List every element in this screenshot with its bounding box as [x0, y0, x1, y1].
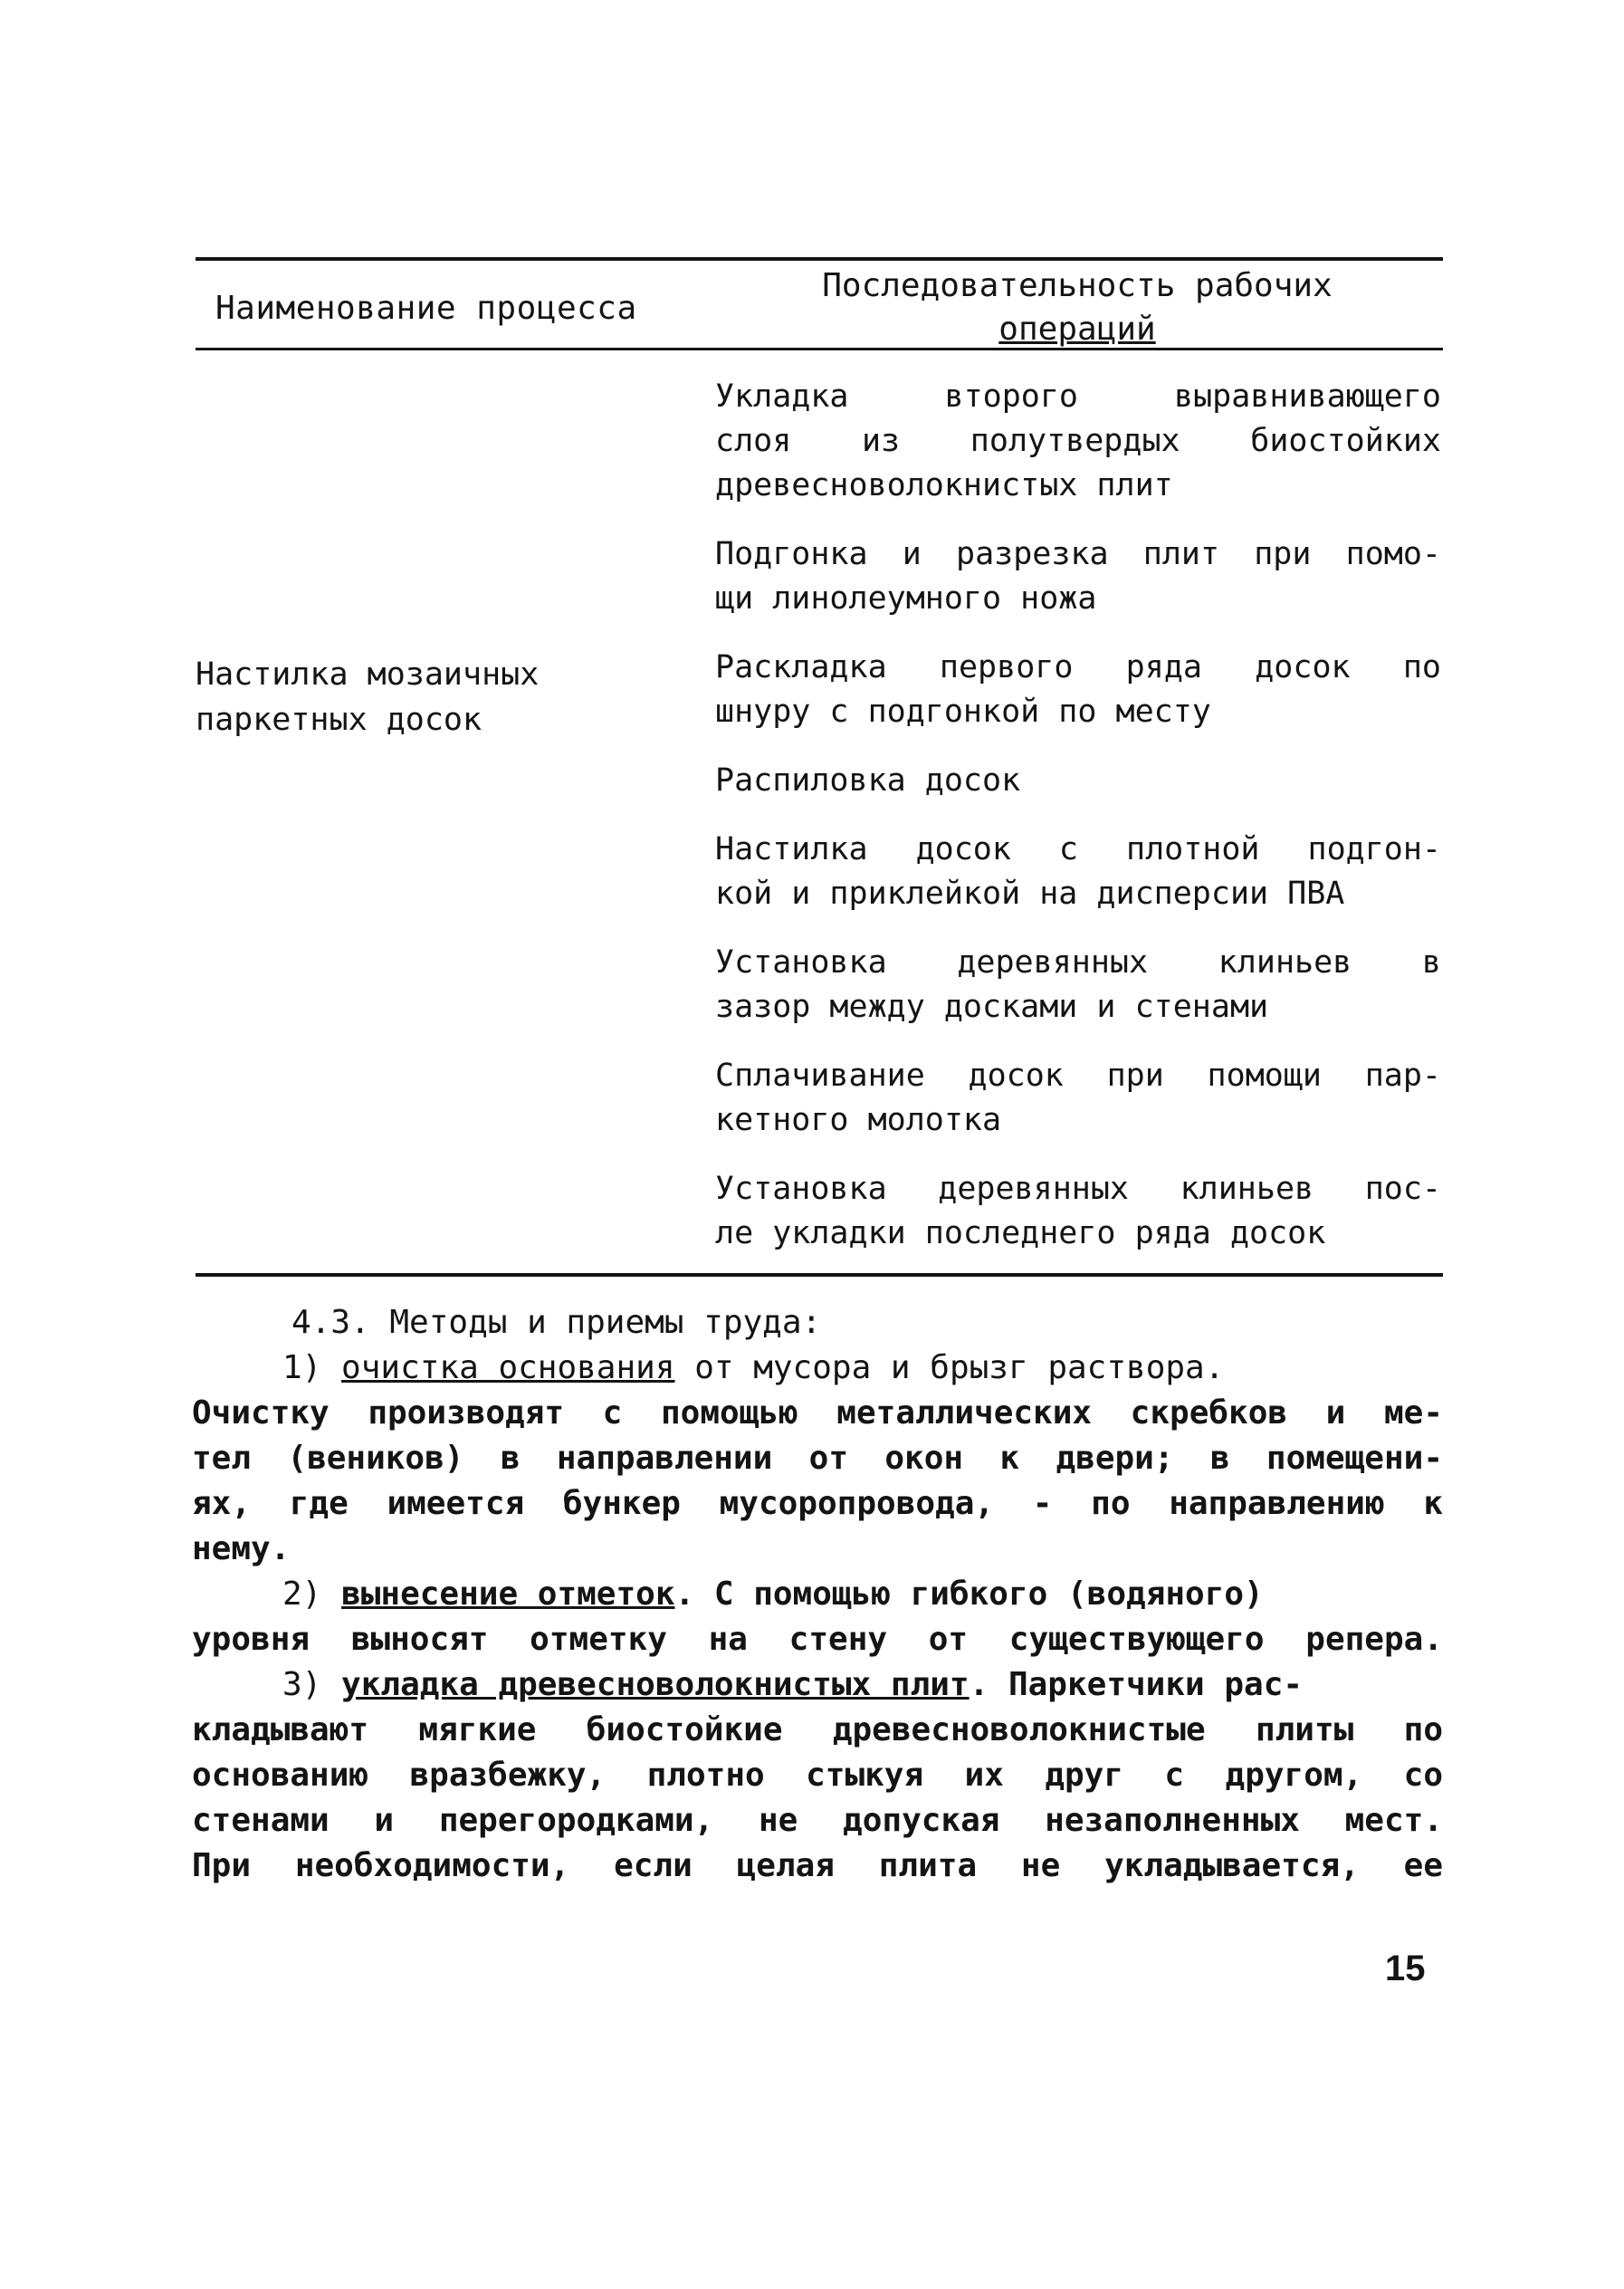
operation-step — [715, 759, 1441, 803]
paragraph-line: ях, где имеется бункер мусоропровода, - по направлению к — [192, 1485, 1443, 1522]
item2-title: вынесение отметок — [341, 1575, 675, 1613]
operation-step-line: Раскладка первого ряда досок по — [715, 649, 1441, 685]
paragraph-line: стенами и перегородками, не допуская незаполненных мест. — [192, 1802, 1443, 1839]
paragraph-line: тел (веников) в направлении от окон к двери; в помещени- — [192, 1440, 1443, 1477]
operation-step — [715, 828, 1441, 916]
operation-step-line: кетного молотка — [715, 1102, 1002, 1138]
item1-number: 1) — [282, 1349, 322, 1386]
operation-step-line: Настилка досок с плотной подгон- — [715, 831, 1441, 867]
paragraph-line: Очистку производят с помощью металлических скребков и ме- — [192, 1394, 1443, 1432]
operation-step-line: кой и приклейкой на дисперсии ПВА — [715, 876, 1345, 912]
item2-first-line — [192, 1572, 1443, 1617]
operation-step-line: щи линолеумного ножа — [715, 580, 1097, 617]
item1-first-line — [192, 1346, 1443, 1391]
operation-step — [715, 532, 1441, 621]
operations-list — [715, 375, 1441, 1280]
item2-line1-rest: . С помощью гибкого (водяного) — [674, 1575, 1264, 1613]
column-header-operations-line2: операций — [998, 311, 1156, 348]
paragraph-line: нему. — [192, 1530, 291, 1567]
operation-step-line: зазор между досками и стенами — [715, 989, 1269, 1025]
item3-line1-rest: . Паркетчики рас- — [969, 1666, 1304, 1703]
operation-step-line: шнуру с подгонкой по месту — [715, 694, 1211, 730]
operation-step-line: Распиловка досок — [715, 762, 1021, 799]
column-header-operations — [760, 264, 1394, 351]
item3-title: укладка древесноволокнистых плит — [341, 1666, 970, 1703]
table-top-rule — [196, 257, 1443, 261]
item1-title: очистка основания — [341, 1349, 675, 1386]
section-heading: 4.3. Методы и приемы труда: — [291, 1304, 822, 1341]
paragraph-line: уровня выносят отметку на стену от существующего репера. — [192, 1621, 1443, 1658]
operation-step — [715, 646, 1441, 734]
operation-step — [715, 1167, 1441, 1256]
item3-number: 3) — [282, 1666, 322, 1703]
item2-number: 2) — [282, 1575, 322, 1613]
process-name-cell — [196, 652, 630, 742]
operation-step-line: Установка деревянных клиньев пос- — [715, 1171, 1441, 1207]
operation-step-line: Укладка второго выравнивающего — [715, 378, 1441, 415]
operation-step-line: ле укладки последнего ряда досок — [715, 1215, 1326, 1251]
operation-step-line: Сплачивание досок при помощи пар- — [715, 1058, 1441, 1094]
operation-step — [715, 1054, 1441, 1143]
operation-step-line: Подгонка и разрезка плит при помо- — [715, 536, 1441, 572]
operation-step-line: древесноволокнистых плит — [715, 467, 1173, 503]
section-body — [192, 1300, 1443, 1889]
page-number: 15 — [1385, 1949, 1426, 1988]
column-header-process: Наименование процесса — [215, 290, 637, 327]
process-name-line2: паркетных досок — [196, 702, 482, 738]
operation-step — [715, 375, 1441, 508]
column-header-operations-line1: Последовательность рабочих — [822, 267, 1333, 304]
item1-line1-rest: от мусора и брызг раствора. — [674, 1349, 1225, 1386]
item3-first-line — [192, 1662, 1443, 1708]
paragraph-line: При необходимости, если целая плита не укладывается, ее — [192, 1847, 1443, 1884]
paragraph-line: основанию вразбежку, плотно стыкуя их друг с другом, со — [192, 1757, 1443, 1794]
process-name-line1: Настилка мозаичных — [196, 656, 540, 693]
operation-step — [715, 941, 1441, 1030]
operation-step-line: слоя из полутвердых биостойких — [715, 423, 1441, 459]
paragraph-line: кладывают мягкие биостойкие древесноволокнистые плиты по — [192, 1711, 1443, 1748]
operation-step-line: Установка деревянных клиньев в — [715, 944, 1441, 981]
